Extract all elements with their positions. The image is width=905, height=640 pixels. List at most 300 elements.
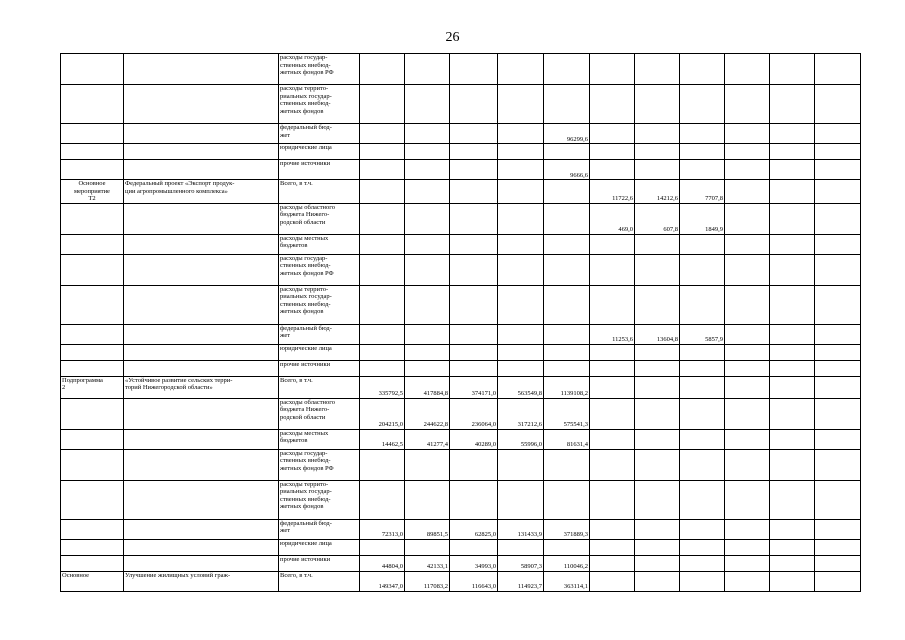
amount-cell <box>680 555 725 571</box>
amount-cell <box>725 160 770 180</box>
amount-cell <box>360 429 405 449</box>
funding-source-cell <box>279 376 360 398</box>
amount-cell <box>680 144 725 160</box>
table-row <box>61 555 861 571</box>
amount-cell <box>725 54 770 85</box>
amount-cell <box>544 449 590 480</box>
amount-cell <box>590 429 635 449</box>
table-body <box>61 54 861 592</box>
program-code-cell <box>61 429 124 449</box>
funding-source-cell <box>279 360 360 376</box>
funding-source-cell <box>279 203 360 234</box>
amount-cell <box>360 54 405 85</box>
funding-source-cell <box>279 571 360 591</box>
budget-table <box>60 53 861 592</box>
funding-source-cell-text: расходы государ- ственных внебюд- жетных фондов РФ <box>280 54 334 76</box>
amount-cell <box>680 360 725 376</box>
amount-cell <box>544 429 590 449</box>
amount-cell <box>635 480 680 519</box>
amount-cell <box>544 555 590 571</box>
amount-cell <box>815 398 861 429</box>
amount-cell <box>590 480 635 519</box>
funding-source-cell-text: Всего, в т.ч. <box>280 180 313 187</box>
amount-cell <box>725 124 770 144</box>
amount-cell <box>680 480 725 519</box>
amount-cell <box>360 480 405 519</box>
amount-cell <box>450 398 498 429</box>
amount-cell <box>450 429 498 449</box>
program-name-cell <box>124 324 279 344</box>
funding-source-cell <box>279 324 360 344</box>
table-row <box>61 376 861 398</box>
amount-cell <box>770 539 815 555</box>
table-row <box>61 429 861 449</box>
amount-cell <box>360 160 405 180</box>
program-code-cell <box>61 360 124 376</box>
amount-cell <box>450 254 498 285</box>
amount-cell-text: 110046,2 <box>563 563 588 570</box>
amount-cell-text: 563549,8 <box>517 390 542 397</box>
program-code-cell <box>61 324 124 344</box>
funding-source-cell-text: федеральный бюд- жет <box>280 124 332 139</box>
amount-cell-text: 34993,0 <box>474 563 496 570</box>
amount-cell <box>770 54 815 85</box>
amount-cell <box>590 398 635 429</box>
program-name-cell <box>124 144 279 160</box>
amount-cell <box>770 376 815 398</box>
amount-cell-text: 89851,5 <box>426 531 448 538</box>
amount-cell <box>450 144 498 160</box>
amount-cell <box>405 234 450 254</box>
funding-source-cell-text: Всего, в т.ч. <box>280 571 313 579</box>
amount-cell <box>544 376 590 398</box>
program-name-cell <box>124 449 279 480</box>
amount-cell-text: 72313,0 <box>381 531 403 538</box>
amount-cell <box>405 203 450 234</box>
amount-cell <box>360 180 405 204</box>
funding-source-cell <box>279 555 360 571</box>
amount-cell <box>544 254 590 285</box>
amount-cell <box>590 449 635 480</box>
amount-cell <box>590 571 635 591</box>
amount-cell-text: 44804,0 <box>381 563 403 570</box>
amount-cell <box>590 539 635 555</box>
program-code-cell <box>61 144 124 160</box>
table-row <box>61 449 861 480</box>
amount-cell-text: 58907,3 <box>520 563 542 570</box>
amount-cell <box>590 85 635 124</box>
amount-cell <box>498 203 544 234</box>
amount-cell <box>450 324 498 344</box>
amount-cell <box>450 344 498 360</box>
amount-cell <box>635 324 680 344</box>
amount-cell-text: 40289,0 <box>474 441 496 448</box>
table-row <box>61 54 861 85</box>
program-code-cell <box>61 519 124 539</box>
funding-source-cell <box>279 480 360 519</box>
amount-cell <box>815 555 861 571</box>
amount-cell <box>770 480 815 519</box>
amount-cell <box>680 160 725 180</box>
funding-source-cell-text: прочие источники <box>280 555 331 563</box>
program-name-cell <box>124 398 279 429</box>
amount-cell <box>498 480 544 519</box>
amount-cell <box>590 519 635 539</box>
amount-cell-text: 13604,8 <box>656 336 678 343</box>
table-row <box>61 144 861 160</box>
funding-source-cell-text: прочие источники <box>280 160 331 167</box>
amount-cell-text: 41277,4 <box>426 441 448 448</box>
amount-cell <box>680 324 725 344</box>
amount-cell <box>360 144 405 160</box>
amount-cell <box>725 180 770 204</box>
amount-cell <box>635 160 680 180</box>
program-code-cell <box>61 376 124 398</box>
amount-cell-text: 114923,7 <box>517 583 542 590</box>
amount-cell <box>770 519 815 539</box>
amount-cell <box>405 519 450 539</box>
amount-cell <box>405 571 450 591</box>
funding-source-cell-text: Всего, в т.ч. <box>280 376 313 384</box>
program-code-cell <box>61 344 124 360</box>
amount-cell <box>680 285 725 324</box>
amount-cell <box>405 360 450 376</box>
amount-cell <box>725 539 770 555</box>
amount-cell <box>770 85 815 124</box>
amount-cell <box>770 449 815 480</box>
program-code-cell <box>61 203 124 234</box>
amount-cell <box>815 180 861 204</box>
amount-cell <box>815 254 861 285</box>
program-code-cell <box>61 124 124 144</box>
amount-cell <box>498 160 544 180</box>
amount-cell <box>544 480 590 519</box>
amount-cell <box>590 234 635 254</box>
amount-cell <box>498 234 544 254</box>
program-name-cell <box>124 85 279 124</box>
table-row <box>61 124 861 144</box>
amount-cell <box>725 480 770 519</box>
amount-cell <box>405 144 450 160</box>
funding-source-cell <box>279 285 360 324</box>
amount-cell <box>405 285 450 324</box>
amount-cell-text: 62825,0 <box>474 531 496 538</box>
amount-cell <box>635 234 680 254</box>
amount-cell <box>450 480 498 519</box>
amount-cell-text: 236064,0 <box>471 421 496 428</box>
funding-source-cell-text: юридические лица <box>280 144 332 151</box>
amount-cell <box>635 285 680 324</box>
program-name-cell-text: «Устойчивое развитие сельских терри- торий Нижегородской области» <box>125 376 233 391</box>
amount-cell <box>544 344 590 360</box>
table-row <box>61 85 861 124</box>
amount-cell <box>770 398 815 429</box>
amount-cell <box>405 324 450 344</box>
amount-cell <box>405 85 450 124</box>
funding-source-cell-text: расходы террито- риальных государ- ственных внебюд- жетных фондов <box>280 285 332 315</box>
amount-cell-text: 1139108,2 <box>560 390 588 397</box>
amount-cell <box>498 54 544 85</box>
amount-cell <box>450 360 498 376</box>
program-code-cell-text: Подпрограмма 2 <box>62 376 103 391</box>
table-row <box>61 234 861 254</box>
program-code-cell-text: Основное <box>62 571 90 579</box>
amount-cell <box>405 124 450 144</box>
table-row <box>61 480 861 519</box>
funding-source-cell <box>279 124 360 144</box>
amount-cell-text: 7707,8 <box>705 195 723 202</box>
amount-cell <box>544 324 590 344</box>
amount-cell <box>680 449 725 480</box>
program-code-cell <box>61 160 124 180</box>
amount-cell <box>680 124 725 144</box>
program-code-cell <box>61 180 124 204</box>
amount-cell <box>725 285 770 324</box>
amount-cell <box>815 449 861 480</box>
funding-source-cell <box>279 144 360 160</box>
table-row <box>61 344 861 360</box>
program-name-cell <box>124 254 279 285</box>
amount-cell <box>680 85 725 124</box>
amount-cell <box>725 398 770 429</box>
amount-cell <box>635 85 680 124</box>
amount-cell <box>360 398 405 429</box>
amount-cell <box>498 124 544 144</box>
amount-cell <box>815 539 861 555</box>
amount-cell-text: 149347,0 <box>378 583 403 590</box>
program-code-cell <box>61 555 124 571</box>
amount-cell <box>680 344 725 360</box>
amount-cell <box>544 360 590 376</box>
amount-cell-text: 417884,8 <box>423 390 448 397</box>
amount-cell <box>450 376 498 398</box>
amount-cell <box>635 539 680 555</box>
program-name-cell <box>124 519 279 539</box>
funding-source-cell-text: расходы областного бюджета Нижего- родской области <box>280 398 336 421</box>
program-name-cell <box>124 124 279 144</box>
amount-cell <box>680 254 725 285</box>
table-row <box>61 519 861 539</box>
amount-cell <box>544 571 590 591</box>
amount-cell <box>680 54 725 85</box>
amount-cell <box>725 324 770 344</box>
amount-cell <box>544 203 590 234</box>
amount-cell <box>498 449 544 480</box>
amount-cell <box>815 203 861 234</box>
amount-cell <box>405 254 450 285</box>
amount-cell <box>680 180 725 204</box>
amount-cell <box>635 54 680 85</box>
amount-cell <box>635 254 680 285</box>
amount-cell <box>450 124 498 144</box>
table-row <box>61 160 861 180</box>
amount-cell <box>544 85 590 124</box>
amount-cell <box>590 124 635 144</box>
funding-source-cell <box>279 254 360 285</box>
amount-cell <box>360 85 405 124</box>
amount-cell <box>725 555 770 571</box>
amount-cell <box>450 203 498 234</box>
amount-cell <box>770 203 815 234</box>
program-name-cell-text: Улучшение жилищных условий граж- <box>125 571 231 579</box>
amount-cell <box>770 429 815 449</box>
program-code-cell <box>61 571 124 591</box>
funding-source-cell <box>279 539 360 555</box>
amount-cell <box>590 254 635 285</box>
table-row <box>61 360 861 376</box>
amount-cell-text: 131433,9 <box>517 531 542 538</box>
table-row <box>61 254 861 285</box>
funding-source-cell-text: федеральный бюд- жет <box>280 324 332 339</box>
amount-cell <box>544 519 590 539</box>
amount-cell <box>680 398 725 429</box>
funding-source-cell-text: расходы террито- риальных государ- ственных внебюд- жетных фондов <box>280 480 332 510</box>
amount-cell <box>405 539 450 555</box>
funding-source-cell-text: расходы террито- риальных государ- ственных внебюд- жетных фондов <box>280 85 332 115</box>
amount-cell <box>450 571 498 591</box>
amount-cell <box>544 144 590 160</box>
program-name-cell-text: Федеральный проект «Экспорт продук- ции агропромышленного комплекса» <box>125 180 235 195</box>
amount-cell <box>405 555 450 571</box>
funding-source-cell-text: федеральный бюд- жет <box>280 519 332 534</box>
table-row <box>61 398 861 429</box>
table-row <box>61 571 861 591</box>
amount-cell <box>635 124 680 144</box>
funding-source-cell-text: расходы государ- ственных внебюд- жетных фондов РФ <box>280 254 334 277</box>
amount-cell <box>770 254 815 285</box>
amount-cell <box>725 85 770 124</box>
amount-cell <box>498 285 544 324</box>
program-name-cell <box>124 160 279 180</box>
amount-cell <box>680 234 725 254</box>
amount-cell <box>590 203 635 234</box>
program-code-cell <box>61 539 124 555</box>
table-row <box>61 203 861 234</box>
amount-cell-text: 374171,0 <box>471 390 496 397</box>
amount-cell-text: 335792,5 <box>378 390 403 397</box>
amount-cell <box>815 519 861 539</box>
amount-cell <box>815 54 861 85</box>
amount-cell-text: 14212,6 <box>656 195 678 202</box>
amount-cell-text: 575541,3 <box>563 421 588 428</box>
amount-cell <box>590 376 635 398</box>
amount-cell <box>590 144 635 160</box>
program-code-cell <box>61 254 124 285</box>
table-row <box>61 180 861 204</box>
amount-cell <box>590 180 635 204</box>
amount-cell <box>405 54 450 85</box>
amount-cell-text: 81631,4 <box>566 441 588 448</box>
amount-cell <box>544 539 590 555</box>
amount-cell <box>725 254 770 285</box>
funding-source-cell-text: прочие источники <box>280 360 331 368</box>
amount-cell <box>450 54 498 85</box>
amount-cell <box>450 85 498 124</box>
amount-cell <box>498 555 544 571</box>
amount-cell <box>498 376 544 398</box>
amount-cell <box>680 203 725 234</box>
amount-cell <box>450 160 498 180</box>
amount-cell <box>635 180 680 204</box>
funding-source-cell-text: расходы областного бюджета Нижего- родской области <box>280 203 336 226</box>
amount-cell <box>635 144 680 160</box>
program-name-cell <box>124 285 279 324</box>
amount-cell-text: 14462,5 <box>381 441 403 448</box>
program-name-cell <box>124 539 279 555</box>
amount-cell <box>770 360 815 376</box>
amount-cell <box>635 203 680 234</box>
amount-cell <box>498 180 544 204</box>
program-name-cell <box>124 480 279 519</box>
funding-source-cell <box>279 398 360 429</box>
program-name-cell <box>124 180 279 204</box>
program-name-cell <box>124 203 279 234</box>
amount-cell <box>360 571 405 591</box>
amount-cell <box>815 480 861 519</box>
amount-cell <box>635 376 680 398</box>
program-name-cell <box>124 571 279 591</box>
amount-cell <box>635 429 680 449</box>
amount-cell <box>770 324 815 344</box>
amount-cell <box>498 360 544 376</box>
amount-cell <box>815 160 861 180</box>
amount-cell <box>360 124 405 144</box>
amount-cell-text: 55996,0 <box>520 441 542 448</box>
amount-cell <box>815 571 861 591</box>
amount-cell <box>815 144 861 160</box>
amount-cell <box>725 519 770 539</box>
amount-cell <box>450 449 498 480</box>
amount-cell <box>725 429 770 449</box>
amount-cell <box>725 203 770 234</box>
table-row <box>61 324 861 344</box>
program-code-cell <box>61 54 124 85</box>
amount-cell <box>498 398 544 429</box>
amount-cell <box>544 285 590 324</box>
amount-cell <box>360 285 405 324</box>
amount-cell-text: 117083,2 <box>423 583 448 590</box>
amount-cell <box>360 376 405 398</box>
amount-cell <box>450 285 498 324</box>
amount-cell <box>405 180 450 204</box>
funding-source-cell <box>279 449 360 480</box>
amount-cell <box>770 555 815 571</box>
amount-cell <box>725 144 770 160</box>
amount-cell <box>498 429 544 449</box>
amount-cell <box>450 539 498 555</box>
amount-cell <box>680 519 725 539</box>
amount-cell <box>360 324 405 344</box>
amount-cell <box>725 360 770 376</box>
funding-source-cell <box>279 429 360 449</box>
amount-cell <box>405 449 450 480</box>
funding-source-cell <box>279 54 360 85</box>
amount-cell-text: 363114,1 <box>563 583 588 590</box>
amount-cell <box>450 180 498 204</box>
amount-cell <box>360 449 405 480</box>
amount-cell <box>815 124 861 144</box>
amount-cell <box>725 571 770 591</box>
program-name-cell <box>124 234 279 254</box>
amount-cell <box>815 429 861 449</box>
amount-cell <box>815 234 861 254</box>
table-row <box>61 539 861 555</box>
amount-cell <box>498 571 544 591</box>
amount-cell <box>815 324 861 344</box>
amount-cell-text: 116643,0 <box>471 583 496 590</box>
program-name-cell <box>124 344 279 360</box>
amount-cell <box>498 254 544 285</box>
